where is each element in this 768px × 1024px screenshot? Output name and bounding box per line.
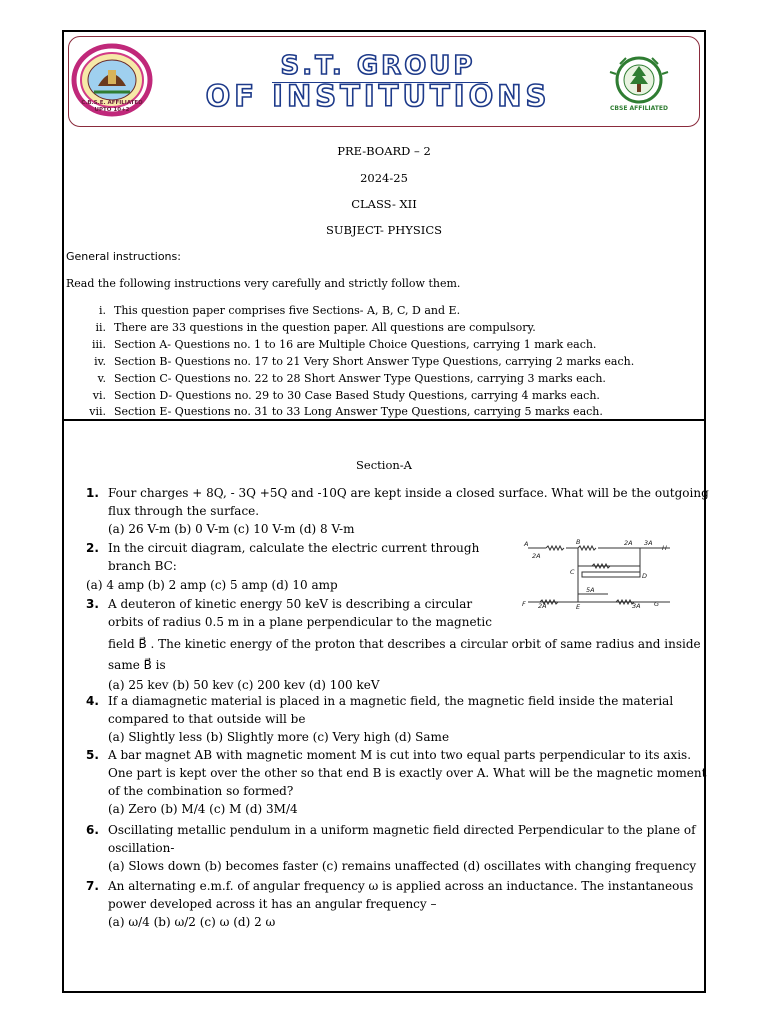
question-line: In the circuit diagram, calculate the electric current through (108, 541, 480, 555)
question-line: compared to that outside will be (108, 712, 306, 726)
question-line: One part is kept over the other so that end B is exactly over A. What will be the magnetic moment (108, 766, 707, 780)
exam-year: 2024-25 (360, 171, 408, 185)
instructions-heading: General instructions: (66, 250, 181, 263)
circuit-label: A (524, 540, 529, 548)
question-line: branch BC: (108, 559, 177, 573)
circuit-label: 2A (532, 552, 541, 560)
question-options: (a) Slows down (b) becomes faster (c) remains unaffected (d) oscillates with changing frequency (108, 859, 697, 873)
exam-class: CLASS- XII (351, 197, 417, 211)
question-options: (a) Zero (b) M/4 (c) M (d) 3M/4 (108, 802, 298, 816)
question-line: flux through the surface. (108, 504, 260, 518)
question-line: An alternating e.m.f. of angular frequency ω is applied across an inductance. The instantaneous (108, 879, 694, 893)
circuit-label: E (576, 603, 581, 611)
instruction-item: iii. Section A- Questions no. 1 to 16 are Multiple Choice Questions, carrying 1 mark each. (91, 338, 597, 351)
brand-line-2: OF INSTITUTIONS (205, 79, 551, 113)
exam-title: PRE-BOARD – 2 (337, 144, 431, 158)
circuit-label: C (570, 568, 575, 576)
section-title: Section-A (356, 458, 412, 472)
question-number: 6. (86, 823, 99, 837)
question-number: 1. (86, 486, 99, 500)
instruction-item: vi. Section D- Questions no. 29 to 30 Case Based Study Questions, carrying 4 marks each. (92, 389, 600, 402)
instruction-item: v. Section C- Questions no. 22 to 28 Short Answer Type Questions, carrying 3 marks each. (97, 372, 606, 385)
circuit-label: 2A (538, 602, 547, 610)
question-line: Four charges + 8Q, - 3Q +5Q and -10Q are kept inside a closed surface. What will be the outgoing (108, 486, 709, 500)
circuit-label: B (576, 538, 581, 546)
question-options: (a) Slightly less (b) Slightly more (c) Very high (d) Same (108, 730, 450, 744)
question-line: oscillation- (108, 841, 175, 855)
circuit-label: 3A (644, 539, 653, 547)
exam-subject: SUBJECT- PHYSICS (325, 223, 442, 237)
circuit-label: F (522, 600, 526, 608)
question-line: orbits of radius 0.5 m in a plane perpendicular to the magnetic (108, 615, 492, 629)
question-line: Oscillating metallic pendulum in a uniform magnetic field directed Perpendicular to the plane of (108, 823, 696, 837)
section-divider (62, 419, 706, 421)
question-line: field B⃗ . The kinetic energy of the proton that describes a circular orbit of same radius and inside (108, 637, 701, 651)
question-number: 2. (86, 541, 99, 555)
question-options: (a) ω/4 (b) ω/2 (c) ω (d) 2 ω (108, 915, 276, 929)
question-line: A bar magnet AB with magnetic moment M is cut into two equal parts perpendicular to its axis. (108, 748, 692, 762)
circuit-label: 2A (624, 539, 633, 547)
instruction-item: i. This question paper comprises five Sections- A, B, C, D and E. (98, 304, 461, 317)
right-logo-caption: CBSE AFFILIATED (610, 105, 668, 112)
question-number: 5. (86, 748, 99, 762)
instructions-intro: Read the following instructions very carefully and strictly follow them. (66, 277, 461, 290)
question-line: If a diamagnetic material is placed in a magnetic field, the magnetic field inside the material (108, 694, 674, 708)
instruction-item: ii. There are 33 questions in the question paper. All questions are compulsory. (95, 321, 536, 334)
question-line: power developed across it has an angular frequency – (108, 897, 437, 911)
instruction-item: iv. Section B- Questions no. 17 to 21 Very Short Answer Type Questions, carrying 2 marks each. (94, 355, 635, 368)
circuit-label: G (654, 600, 660, 608)
circuit-label: H (662, 544, 667, 552)
brand-line-1: S.T. GROUP (280, 51, 476, 81)
question-line: same B⃗ is (108, 658, 166, 672)
left-logo-caption-1: C.B.S.E. AFFILIATED (81, 100, 143, 106)
school-logo-left (70, 42, 154, 126)
question-options: (a) 4 amp (b) 2 amp (c) 5 amp (d) 10 amp (86, 578, 338, 592)
circuit-label: 3A (632, 602, 641, 610)
question-number: 4. (86, 694, 99, 708)
instruction-item: vii. Section E- Questions no. 31 to 33 Long Answer Type Questions, carrying 5 marks each. (89, 405, 603, 418)
question-line: of the combination so formed? (108, 784, 294, 798)
brand-underline (272, 82, 488, 83)
left-logo-caption-2: UPTO 10+2 (94, 107, 130, 113)
question-options: (a) 25 kev (b) 50 kev (c) 200 kev (d) 100 keV (108, 678, 380, 692)
question-line: A deuteron of kinetic energy 50 keV is describing a circular (108, 597, 473, 611)
circuit-label: D (642, 572, 648, 580)
question-options: (a) 26 V-m (b) 0 V-m (c) 10 V-m (d) 8 V-m (108, 522, 355, 536)
question-number: 7. (86, 879, 99, 893)
question-number: 3. (86, 597, 99, 611)
circuit-label: 5A (586, 586, 595, 594)
institution-name (160, 52, 596, 112)
